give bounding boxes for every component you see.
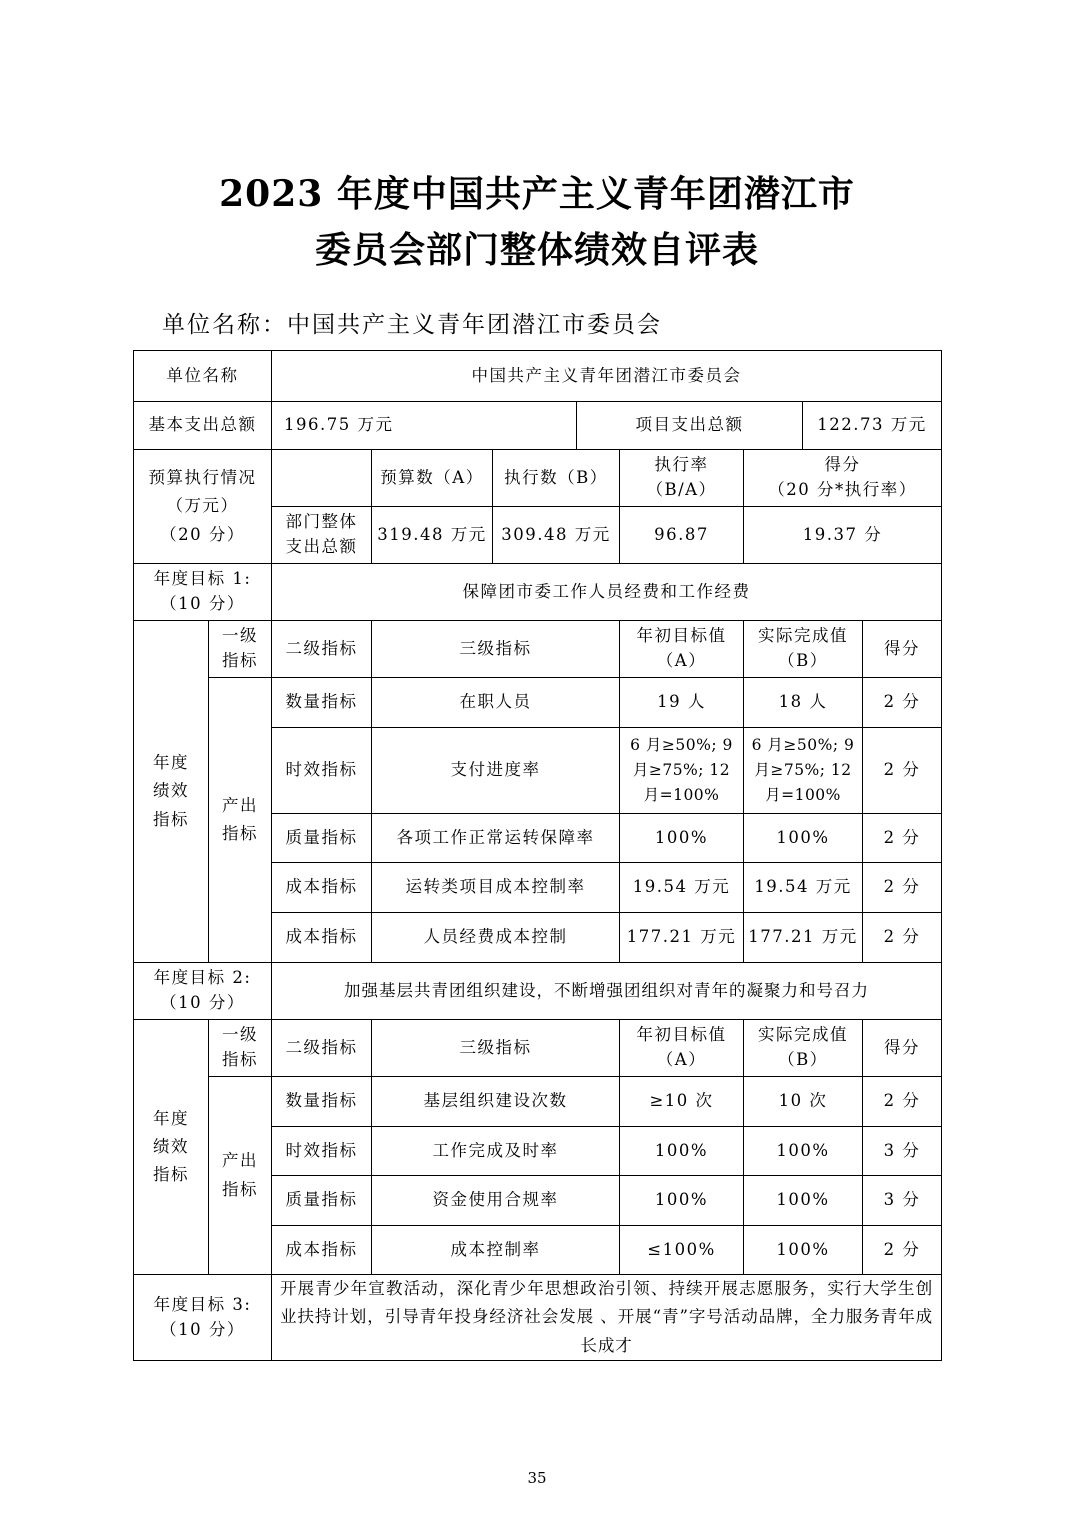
project-expense-label: 项目支出总额	[576, 401, 803, 450]
table-row: 2 分	[862, 1225, 942, 1275]
budget-row-rate: 96.87	[619, 506, 744, 564]
table-row: 时效指标	[271, 727, 372, 814]
table-row: 100%	[743, 1175, 863, 1226]
level1-header: 一级 指标	[208, 620, 272, 678]
table-row: 成本指标	[271, 862, 372, 913]
table-row: 18 人	[743, 677, 863, 728]
table-row: 成本指标	[271, 912, 372, 963]
table-row: 100%	[743, 1126, 863, 1176]
document-title-line-2: 委员会部门整体绩效自评表	[314, 229, 759, 271]
table-row: 19.54 万元	[619, 862, 744, 913]
table-row: 2 分	[862, 1076, 942, 1127]
budget-row-executed: 309.48 万元	[492, 506, 620, 564]
goal-3-text: 开展青少年宣教活动，深化青少年思想政治引领、持续开展志愿服务，实行大学生创业扶持计划，引导青年投身经济社会发展 、开展“青”字号活动品牌，全力服务青年成长成才	[271, 1274, 942, 1361]
level3-header: 三级指标	[371, 620, 620, 678]
level2-header-2: 二级指标	[271, 1019, 372, 1077]
score-header: 得分	[862, 620, 942, 678]
table-row: 100%	[619, 1126, 744, 1176]
level2-header: 二级指标	[271, 620, 372, 678]
perf-indicator-label: 年度 绩效 指标	[133, 620, 209, 963]
table-row: 质量指标	[271, 813, 372, 863]
project-expense-value: 122.73 万元	[802, 401, 942, 450]
target-header: 年初目标值 （A）	[619, 620, 744, 678]
table-row: 100%	[619, 813, 744, 863]
budget-header-blank	[271, 449, 372, 507]
budget-header-rate: 执行率 （B/A）	[619, 449, 744, 507]
unit-name-line: 单位名称：中国共产主义青年团潜江市委员会	[162, 312, 662, 338]
unit-name-label: 单位名称	[133, 350, 272, 402]
table-row: 100%	[743, 813, 863, 863]
document-title-line-1: 2023 年度中国共产主义青年团潜江市	[219, 173, 855, 215]
table-row: 2 分	[862, 813, 942, 863]
table-row: 19.54 万元	[743, 862, 863, 913]
budget-header-amount: 预算数（A）	[371, 449, 493, 507]
score-header-2: 得分	[862, 1019, 942, 1077]
table-row: 6 月≥50%; 9 月≥75%; 12 月=100%	[743, 727, 863, 814]
table-row: 100%	[743, 1225, 863, 1275]
basic-expense-value: 196.75 万元	[271, 401, 577, 450]
table-row: 各项工作正常运转保障率	[371, 813, 620, 863]
goal-1-label: 年度目标 1: （10 分）	[133, 563, 272, 621]
budget-row-label: 部门整体 支出总额	[271, 506, 372, 564]
table-row: 质量指标	[271, 1175, 372, 1226]
budget-row-amount: 319.48 万元	[371, 506, 493, 564]
evaluation-table	[133, 350, 942, 1361]
table-row: 成本控制率	[371, 1225, 620, 1275]
table-row: 19 人	[619, 677, 744, 728]
unit-name-value: 中国共产主义青年团潜江市委员会	[271, 350, 942, 402]
table-row: 177.21 万元	[743, 912, 863, 963]
budget-row-score: 19.37 分	[743, 506, 942, 564]
table-row: ≥10 次	[619, 1076, 744, 1127]
actual-header-2: 实际完成值 （B）	[743, 1019, 863, 1077]
level3-header-2: 三级指标	[371, 1019, 620, 1077]
goal-2-label: 年度目标 2: （10 分）	[133, 962, 272, 1020]
goal-3-label: 年度目标 3: （10 分）	[133, 1274, 272, 1361]
goal-2-text: 加强基层共青团组织建设，不断增强团组织对青年的凝聚力和号召力	[271, 962, 942, 1020]
table-row: 3 分	[862, 1126, 942, 1176]
budget-header-executed: 执行数（B）	[492, 449, 620, 507]
table-row: 成本指标	[271, 1225, 372, 1275]
table-row: 基层组织建设次数	[371, 1076, 620, 1127]
target-header-2: 年初目标值 （A）	[619, 1019, 744, 1077]
page-number: 35	[527, 1469, 547, 1487]
table-row: 177.21 万元	[619, 912, 744, 963]
table-row: 资金使用合规率	[371, 1175, 620, 1226]
actual-header: 实际完成值 （B）	[743, 620, 863, 678]
table-row: 2 分	[862, 912, 942, 963]
table-row: 时效指标	[271, 1126, 372, 1176]
output-indicator-label-2: 产出 指标	[208, 1076, 272, 1275]
table-row: 在职人员	[371, 677, 620, 728]
table-row: 人员经费成本控制	[371, 912, 620, 963]
table-row: 3 分	[862, 1175, 942, 1226]
table-row: 100%	[619, 1175, 744, 1226]
perf-indicator-label-2: 年度 绩效 指标	[133, 1019, 209, 1275]
table-row: 数量指标	[271, 677, 372, 728]
basic-expense-label: 基本支出总额	[133, 401, 272, 450]
table-row: 6 月≥50%; 9 月≥75%; 12 月=100%	[619, 727, 744, 814]
table-row: 2 分	[862, 677, 942, 728]
output-indicator-label: 产出 指标	[208, 677, 272, 963]
goal-1-text: 保障团市委工作人员经费和工作经费	[271, 563, 942, 621]
table-row: 2 分	[862, 862, 942, 913]
table-row: 2 分	[862, 727, 942, 814]
table-row: 工作完成及时率	[371, 1126, 620, 1176]
budget-execution-label: 预算执行情况 （万元） （20 分）	[133, 449, 272, 564]
level1-header-2: 一级 指标	[208, 1019, 272, 1077]
table-row: 运转类项目成本控制率	[371, 862, 620, 913]
table-row: 10 次	[743, 1076, 863, 1127]
table-row: ≤100%	[619, 1225, 744, 1275]
budget-header-score: 得分 （20 分*执行率）	[743, 449, 942, 507]
table-row: 支付进度率	[371, 727, 620, 814]
table-row: 数量指标	[271, 1076, 372, 1127]
